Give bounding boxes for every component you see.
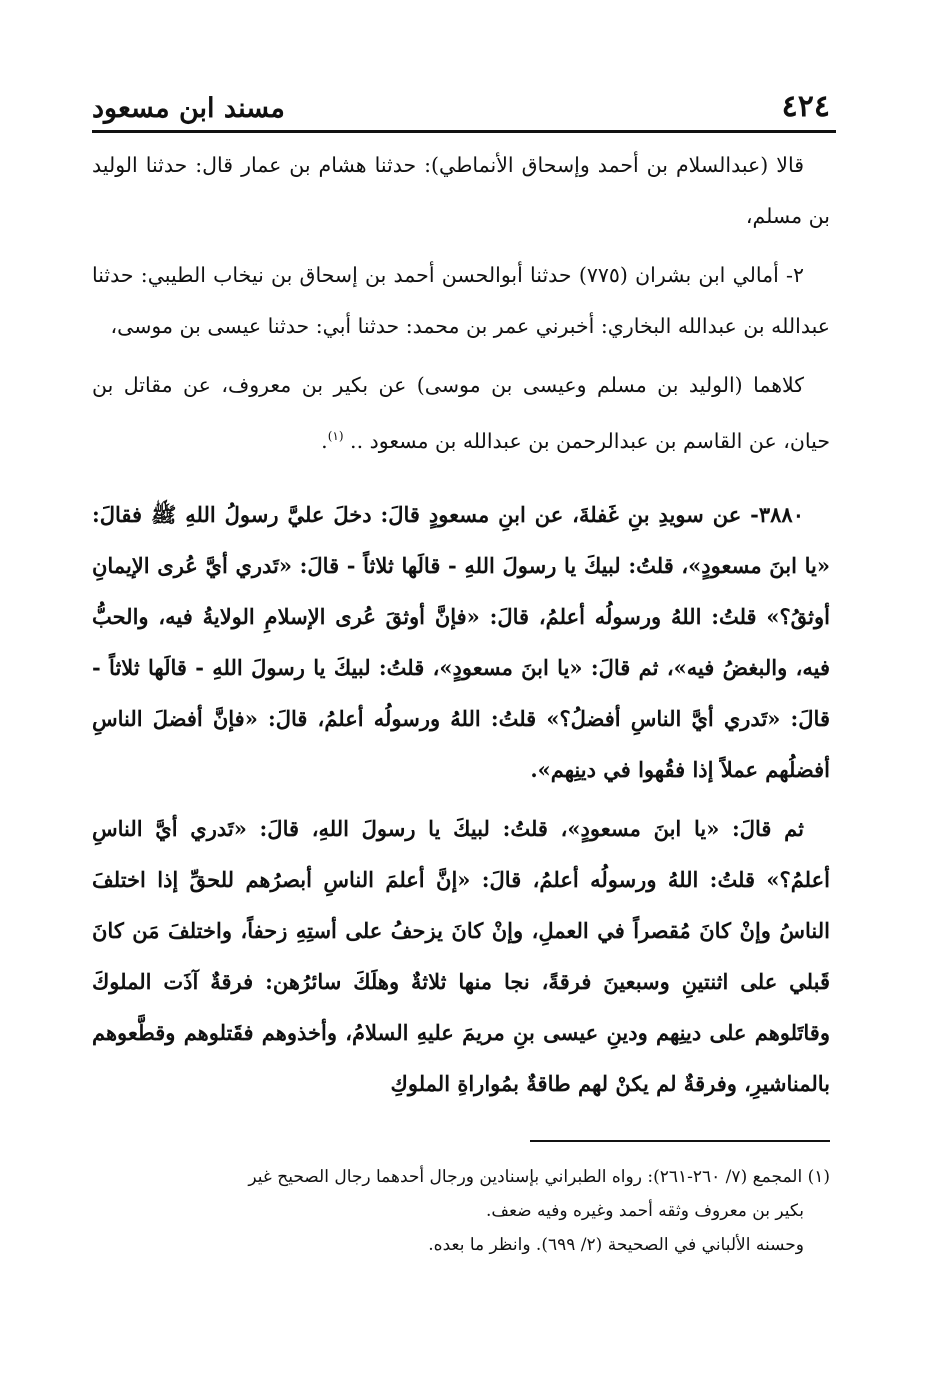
narration-paragraph-2: ٢- أمالي ابن بشران (٧٧٥) حدثنا أبوالحسن أحمد بن إسحاق بن نيخاب الطيبي: حدثنا عبدالله بن عبدالله البخاري: أخبرني عمر بن محمد: حدثنا أبي: حدثنا عيسى بن موسى، — [92, 263, 830, 338]
narration-paragraph-3-text: كلاهما (الوليد بن مسلم وعيسى بن موسى) عن بكير بن معروف، عن مقاتل بن حيان، عن القاسم بن عبدالرحمن بن عبدالله بن مسعود .. — [92, 373, 830, 453]
footnote-divider — [530, 1140, 830, 1142]
footnotes — [92, 1160, 830, 1262]
hadith-paragraph-2: ثم قالَ: «يا ابنَ مسعودٍ»، قلتُ: لبيكَ يا رسولَ اللهِ، قالَ: «تَدري أيَّ الناسِ أعلمُ؟» قلتُ: اللهُ ورسولُه أعلمُ، قالَ: «إنَّ أعلمَ الناسِ أبصرُهم للحقِّ إذا اختلفَ الناسُ وإنْ كانَ مُقصراً في العملِ، وإنْ كانَ يزحفُ على أستِهِ زحفاً، واختلفَ مَن كانَ قَبلي على اثنتينِ وسبعينَ فرقةً، نجا منها ثلاثةٌ وهلَكَ سائرُهن: فرقةٌ آذَت الملوكَ وقاتَلوهم على دينِهم ودينِ عيسى بنِ مريمَ عليهِ السلامُ، وأخذوهم فقَتلوهم وقطَّعوهم بالمناشيرِ، وفرقةٌ لم يكنْ لهم طاقةٌ بمُواراةِ الملوكِ — [92, 815, 830, 1096]
page-number: ٤٢٤ — [781, 89, 830, 124]
footnote-1-line-2: بكير بن معروف وثقه أحمد وغيره وفيه ضعف. — [485, 1201, 804, 1221]
page-header — [92, 84, 830, 124]
footnote-1-line-3: وحسنه الألباني في الصحيحة (٢/ ٦٩٩). وانظر ما بعده. — [428, 1235, 804, 1255]
narration-paragraph-3 — [92, 360, 830, 467]
footnote-reference: (١) — [327, 429, 344, 443]
narration-paragraph-1: قالا (عبدالسلام بن أحمد وإسحاق الأنماطي): حدثنا هشام بن عمار قال: حدثنا الوليد بن مسلم، — [92, 153, 830, 228]
running-title: مسند ابن مسعود — [92, 93, 285, 124]
hadith-paragraph-1: ٣٨٨٠- عن سويدِ بنِ غَفلةَ، عن ابنِ مسعودٍ قالَ: دخلَ عليَّ رسولُ اللهِ ﷺ فقالَ: «يا ابنَ مسعودٍ»، قلتُ: لبيكَ يا رسولَ اللهِ - قالَها ثلاثاً - قالَ: «تَدري أيَّ عُرى الإيمانِ أوثقُ؟» قلتُ: اللهُ ورسولُه أعلمُ، قالَ: «فإنَّ أوثقَ عُرى الإسلامِ الولايةُ فيه، والحبُّ فيه، والبغضُ فيه»، ثم قالَ: «يا ابنَ مسعودٍ»، قلتُ: لبيكَ يا رسولَ اللهِ - قالَها ثلاثاً - قالَ: «تَدري أيَّ الناسِ أفضلُ؟» قلتُ: اللهُ ورسولُه أعلمُ، قالَ: «فإنَّ أفضلَ الناسِ أفضلُهم عملاً إذا فقُهوا في دينِهم». — [92, 501, 830, 782]
page-body — [92, 140, 830, 1117]
header-divider — [92, 130, 836, 133]
footnote-1-line-1: (١) المجمع (٧/ ٢٦٠-٢٦١): رواه الطبراني بإسنادين ورجال أحدهما رجال الصحيح غير — [248, 1167, 830, 1187]
narration-paragraph-3-end: . — [321, 428, 328, 453]
